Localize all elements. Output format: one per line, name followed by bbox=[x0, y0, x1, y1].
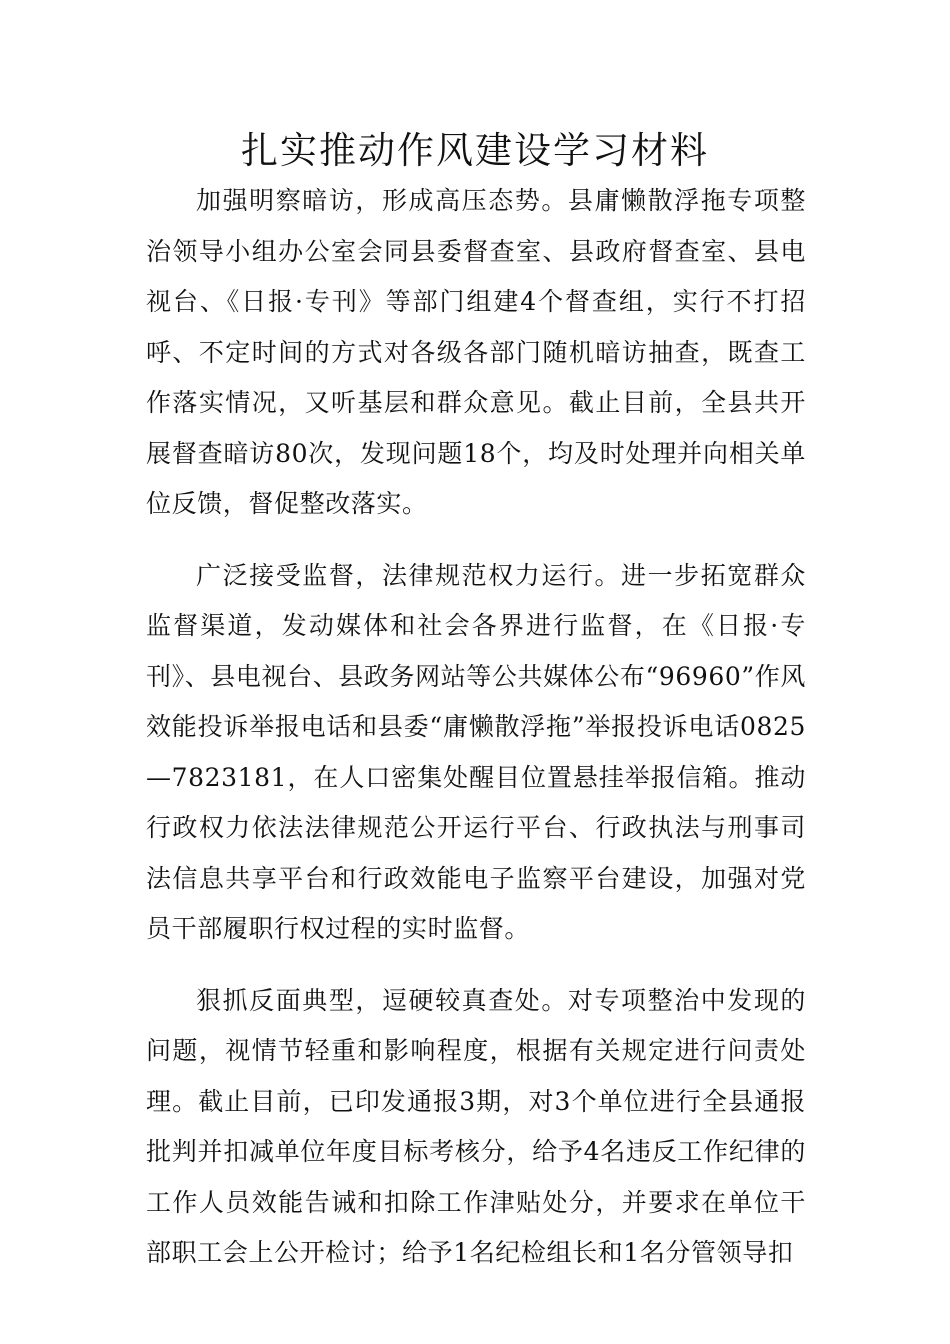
paragraph-supervision-visits: 加强明察暗访，形成高压态势。县庸懒散浮拖专项整治领导小组办公室会同县委督查室、县政府督查室、县电视台、《日报·专刊》等部门组建4个督查组，实行不打招呼、不定时间的方式对各级各部门随机暗访抽查，既查工作落实情况，又听基层和群众意见。截止目前，全县共开展督查暗访80次，发现问题18个，均及时处理并向相关单位反馈，督促整改落实。 bbox=[146, 186, 806, 518]
paragraph-public-supervision: 广泛接受监督，法律规范权力运行。进一步拓宽群众监督渠道，发动媒体和社会各界进行监督，在《日报·专刊》、县电视台、县政务网站等公共媒体公布“96960”作风效能投诉举报电话和县委“庸懒散浮拖”举报投诉电话0825—7823181，在人口密集处醒目位置悬挂举报信箱。推动行政权力依法法律规范公开运行平台、行政执法与刑事司法信息共享平台和行政效能电子监察平台建设，加强对党员干部履职行权过程的实时监督。 bbox=[146, 560, 806, 943]
document-body bbox=[146, 176, 806, 1300]
document-title: 扎实推动作风建设学习材料 bbox=[241, 129, 709, 172]
paragraph-accountability: 狠抓反面典型，逗硬较真查处。对专项整治中发现的问题，视情节轻重和影响程度，根据有关规定进行问责处理。截止目前，已印发通报3期，对3个单位进行全县通报批判并扣减单位年度目标考核分，给予4名违反工作纪律的工作人员效能告诫和扣除工作津贴处分，并要求在单位干部职工会上公开检讨；给予1名纪检组长和1名分管领导扣 bbox=[146, 985, 806, 1267]
